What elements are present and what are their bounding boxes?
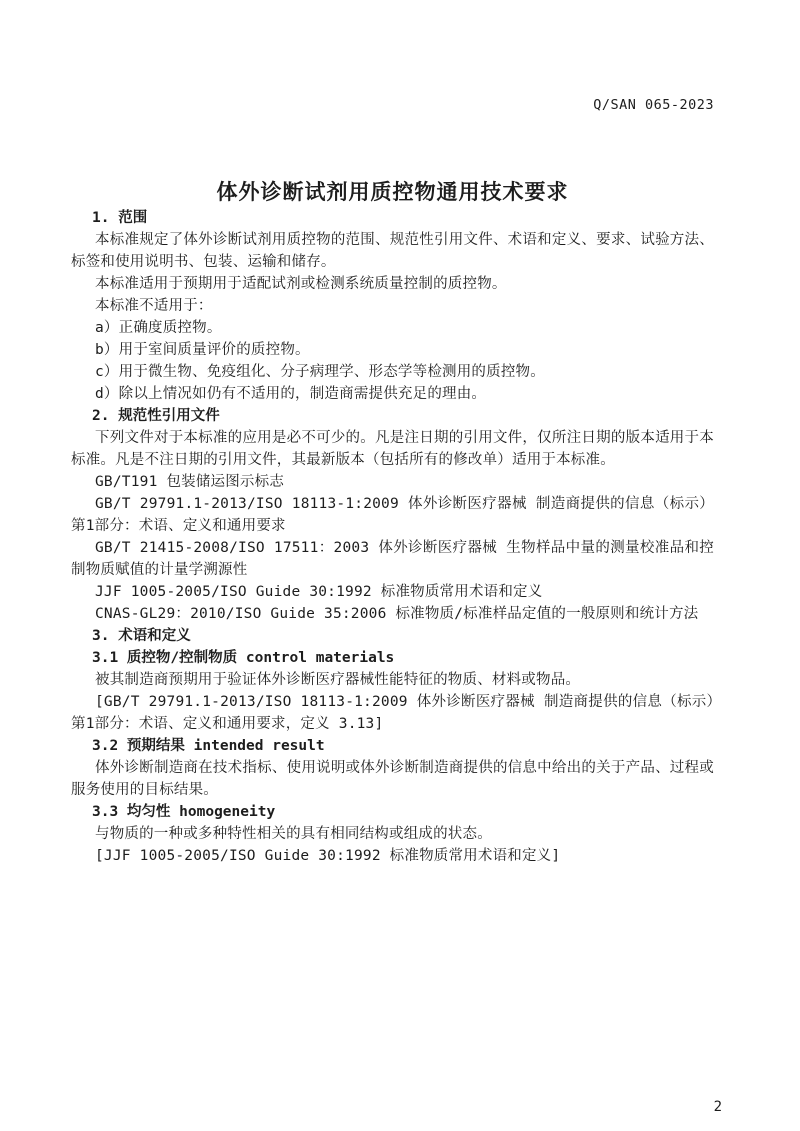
section-3-heading: 3. 术语和定义 — [92, 628, 191, 644]
paragraph-scope-2: 本标准适用于预期用于适配试剂或检测系统质量控制的质控物。 — [95, 276, 507, 292]
reference-item-2: GB/T 29791.1-2013/ISO 18113-1:2009 体外诊断医疗器械 制造商提供的信息（标示）第1部分：术语、定义和通用要求 — [71, 496, 714, 534]
section-1-heading: 1. 范围 — [92, 210, 148, 226]
list-item-a: a）正确度质控物。 — [95, 320, 222, 336]
list-item-b: b）用于室间质量评价的质控物。 — [95, 342, 310, 358]
page-number: 2 — [713, 1099, 722, 1115]
subsection-3-2-heading: 3.2 预期结果 intended result — [92, 738, 325, 754]
definition-3-2-text: 体外诊断制造商在技术指标、使用说明或体外诊断制造商提供的信息中给出的关于产品、过程或服务使用的目标结果。 — [71, 760, 714, 798]
list-item-d: d）除以上情况如仍有不适用的，制造商需提供充足的理由。 — [95, 386, 487, 402]
reference-item-1: GB/T191 包装储运图示标志 — [95, 474, 285, 490]
section-2-heading: 2. 规范性引用文件 — [92, 408, 220, 424]
paragraph-normative-intro: 下列文件对于本标准的应用是必不可少的。凡是注日期的引用文件，仅所注日期的版本适用于本标准。凡是不注日期的引用文件，其最新版本（包括所有的修改单）适用于本标准。 — [71, 430, 714, 468]
definition-3-1-source: [GB/T 29791.1-2013/ISO 18113-1:2009 体外诊断医疗器械 制造商提供的信息（标示）第1部分：术语、定义和通用要求，定义 3.13] — [71, 694, 714, 732]
paragraph-scope-3: 本标准不适用于： — [95, 298, 213, 314]
definition-3-3-text: 与物质的一种或多种特性相关的具有相同结构或组成的状态。 — [95, 826, 492, 842]
reference-item-4: JJF 1005-2005/ISO Guide 30:1992 标准物质常用术语和定义 — [95, 584, 543, 600]
list-item-c: c）用于微生物、免疫组化、分子病理学、形态学等检测用的质控物。 — [95, 364, 545, 380]
paragraph-scope-1: 本标准规定了体外诊断试剂用质控物的范围、规范性引用文件、术语和定义、要求、试验方法、标签和使用说明书、包装、运输和储存。 — [71, 232, 714, 270]
reference-item-3: GB/T 21415-2008/ISO 17511：2003 体外诊断医疗器械 生物样品中量的测量校准品和控制物质赋值的计量学溯源性 — [71, 540, 714, 578]
definition-3-3-source: [JJF 1005-2005/ISO Guide 30:1992 标准物质常用术语和定义] — [95, 848, 561, 864]
subsection-3-1-heading: 3.1 质控物/控制物质 control materials — [92, 650, 395, 666]
standard-number: Q/SAN 065-2023 — [593, 97, 714, 113]
definition-3-1-text: 被其制造商预期用于验证体外诊断医疗器械性能特征的物质、材料或物品。 — [95, 672, 581, 688]
document-title: 体外诊断试剂用质控物通用技术要求 — [216, 180, 569, 204]
subsection-3-3-heading: 3.3 均匀性 homogeneity — [92, 804, 276, 820]
document-content — [71, 0, 714, 867]
reference-item-5: CNAS-GL29：2010/ISO Guide 35:2006 标准物质/标准样品定值的一般原则和统计方法 — [95, 606, 699, 622]
